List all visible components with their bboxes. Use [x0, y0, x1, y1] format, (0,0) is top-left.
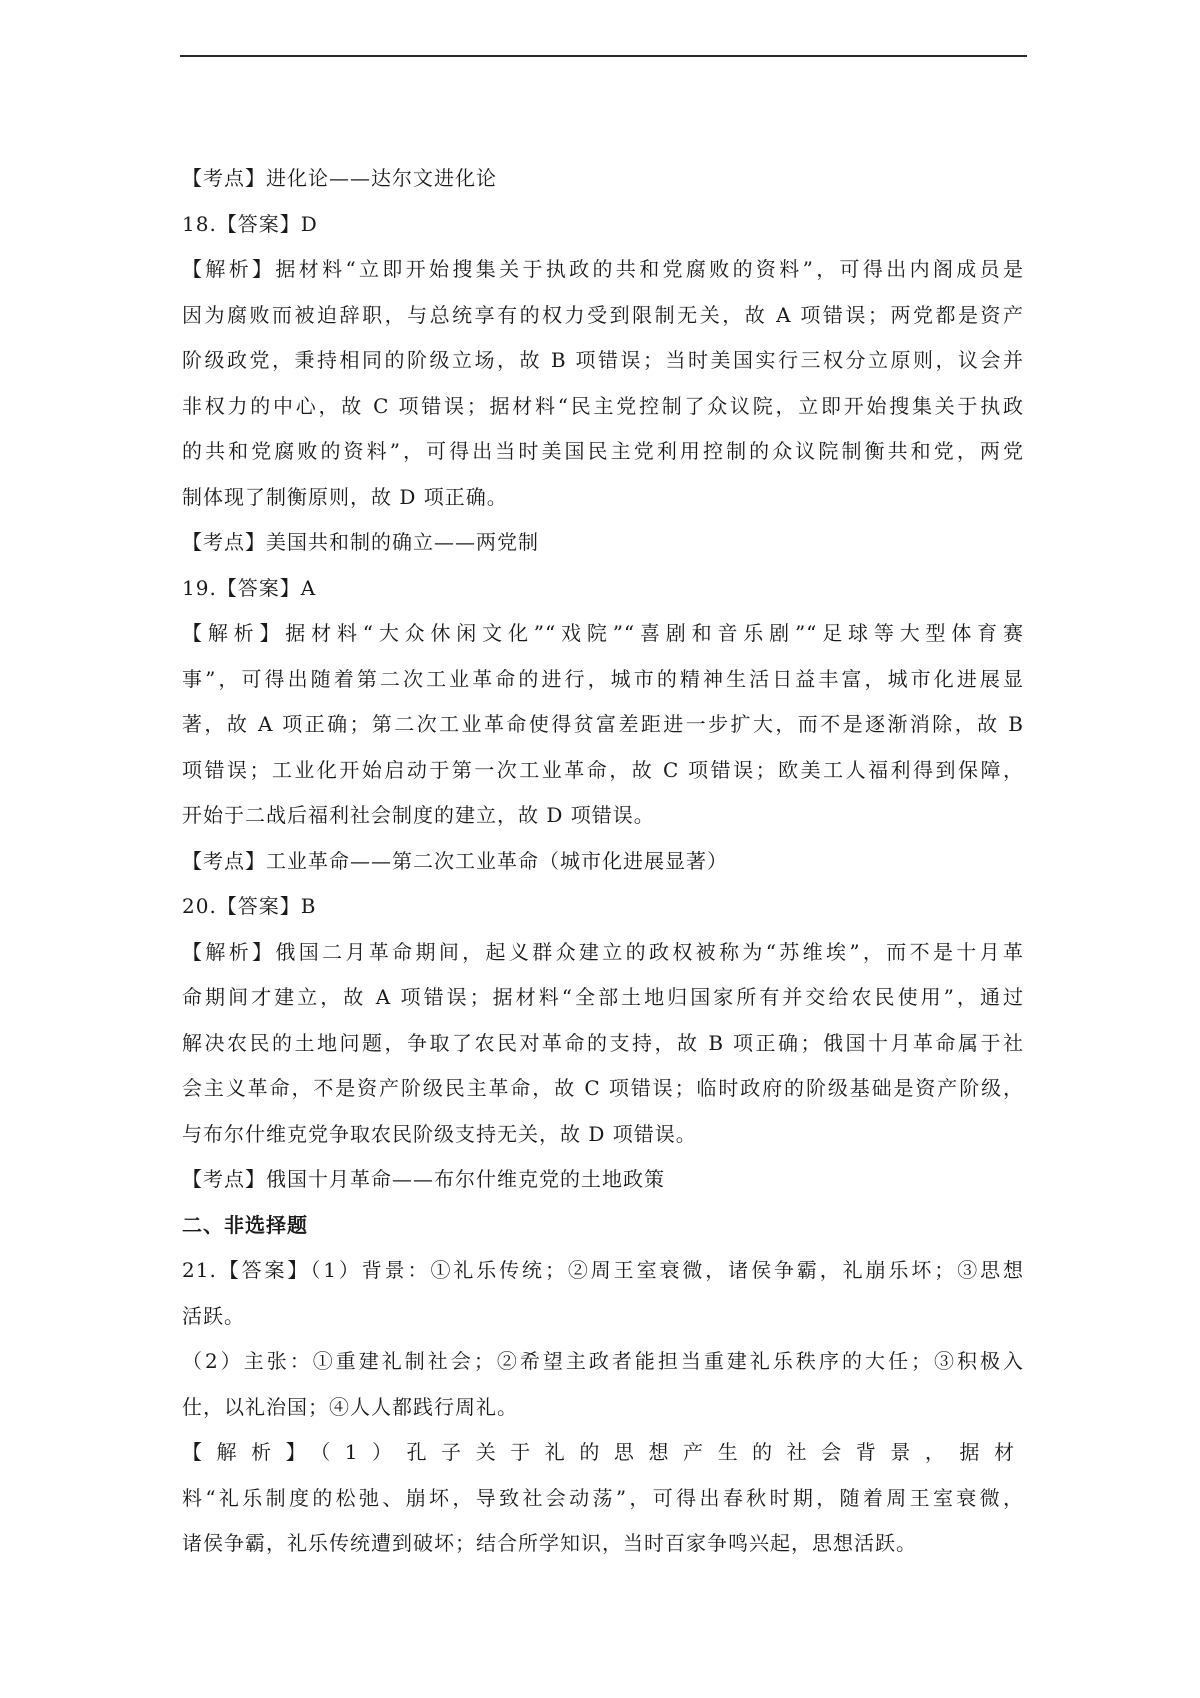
text-line: 料“礼乐制度的松弛、崩坏，导致社会动荡”，可得出春秋时期，随着周王室衰微， — [182, 1485, 1024, 1510]
text-line: 与布尔什维克党争取农民阶级支持无关，故 D 项错误。 — [182, 1121, 697, 1146]
text-line: （2）主张：①重建礼制社会；②希望主政者能担当重建礼乐秩序的大任；③积极入 — [182, 1349, 1024, 1373]
text-line: 非权力的中心，故 C 项错误；据材料“民主党控制了众议院，立即开始搜集关于执政 — [182, 393, 1024, 418]
text-line: 活跃。 — [182, 1303, 245, 1328]
text-line: 著，故 A 项正确；第二次工业革命使得贫富差距进一步扩大，而不是逐渐消除，故 B — [182, 712, 1024, 736]
text-line: 解决农民的土地问题，争取了农民对革命的支持，故 B 项正确；俄国十月革命属于社 — [182, 1030, 1024, 1055]
text-line: 事”，可得出随着第二次工业革命的进行，城市的精神生活日益丰富，城市化进展显 — [182, 666, 1024, 691]
text-line: 制体现了制衡原则，故 D 项正确。 — [182, 484, 508, 509]
text-line: 因为腐败而被迫辞职，与总统享有的权力受到限制无关，故 A 项错误；两党都是资产 — [182, 302, 1024, 327]
text-line: 会主义革命，不是资产阶级民主革命，故 C 项错误；临时政府的阶级基础是资产阶级， — [182, 1076, 1024, 1100]
text-line: 项错误；工业化开始启动于第一次工业革命，故 C 项错误；欧美工人福利得到保障， — [182, 757, 1024, 782]
text-line: 阶级政党，秉持相同的阶级立场，故 B 项错误；当时美国实行三权分立原则，议会并 — [182, 348, 1024, 372]
answer-heading-19: 19.【答案】A — [182, 575, 317, 600]
text-line: 仕，以礼治国；④人人都践行周礼。 — [182, 1394, 518, 1419]
header-rule — [180, 55, 1027, 57]
text-line: 【解析】据材料“大众休闲文化”“戏院”“喜剧和音乐剧”“足球等大型体育赛 — [182, 621, 1024, 645]
text-line: 【考点】俄国十月革命——布尔什维克党的土地政策 — [182, 1167, 665, 1191]
answer-content — [182, 156, 1024, 1567]
text-line: 【考点】工业革命——第二次工业革命（城市化进展显著） — [182, 848, 728, 873]
answer-heading-18: 18.【答案】D — [182, 211, 318, 236]
answer-heading-20: 20.【答案】B — [182, 894, 317, 918]
text-line: 【考点】美国共和制的确立——两党制 — [182, 530, 539, 554]
text-line: 开始于二战后福利社会制度的建立，故 D 项错误。 — [182, 803, 655, 827]
answer-heading-21: 21.【答案】（1）背景：①礼乐传统；②周王室衰微，诸侯争霸，礼崩乐坏；③思想 — [182, 1258, 1024, 1282]
text-line: 【解析】据材料“立即开始搜集关于执政的共和党腐败的资料”，可得出内阁成员是 — [182, 257, 1024, 281]
text-line: 【解析】俄国二月革命期间，起义群众建立的政权被称为“苏维埃”，而不是十月革 — [182, 939, 1024, 964]
section-heading: 二、非选择题 — [182, 1212, 308, 1237]
text-line: 诸侯争霸，礼乐传统遭到破坏；结合所学知识，当时百家争鸣兴起，思想活跃。 — [182, 1531, 917, 1555]
text-line: 的共和党腐败的资料”，可得出当时美国民主党利用控制的众议院制衡共和党，两党 — [182, 439, 1024, 463]
text-line: 【解析】（1）孔子关于礼的思想产生的社会背景，据材 — [182, 1440, 1024, 1464]
text-line: 【考点】进化论——达尔文进化论 — [182, 166, 497, 190]
text-line: 命期间才建立，故 A 项错误；据材料“全部土地归国家所有并交给农民使用”，通过 — [182, 985, 1024, 1009]
